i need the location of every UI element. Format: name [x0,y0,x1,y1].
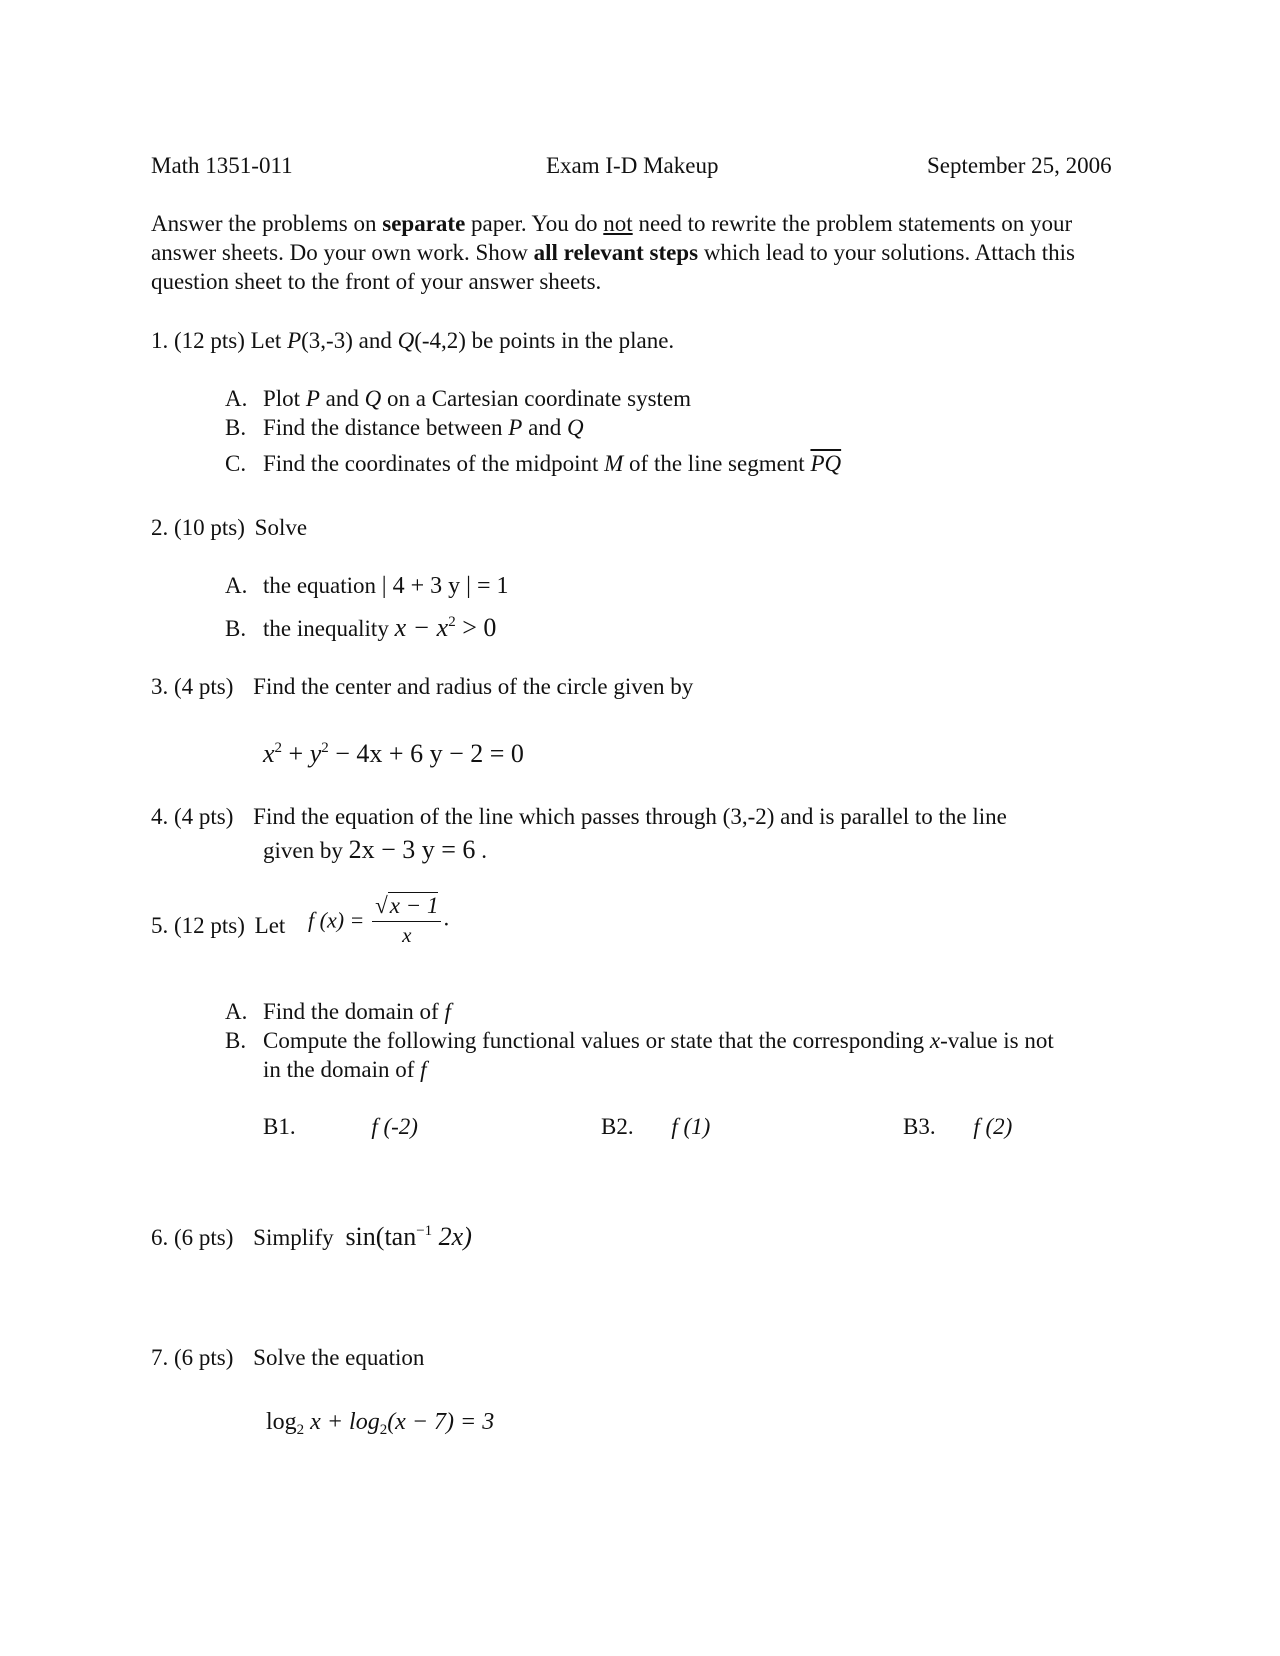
course-name: Math 1351-011 [151,153,293,178]
problem-7-number: 7. (6 pts) [151,1345,234,1370]
problem-5-part-b-line2: in the domain of f [263,1057,427,1082]
instructions: Answer the problems on separate paper. You do not need to rewrite the problem statements on your answer sheets. Do your own work. Show all relevant steps which lead to your solutions. Attach this question sheet to the front of your answer sheets. [151,211,1075,294]
circle-equation: $x^2 + y^2 - 4x + 6$ y − 2 = 0 [263,739,524,768]
problem-2-part-a: A. the equation | 4 + 3 y | = 1 [225,573,509,599]
equation-abs: | 4 + 3 y | = 1 [381,573,509,599]
line-equation: 2x − 3 y = 6 [348,835,476,864]
problem-2-part-b: B. the inequality $x - x^2 > 0$ [225,613,497,642]
problem-1: 1. (12 pts) Let P(3,-3) and Q(-4,2) be points in the plane. [151,328,675,353]
problem-5-number: 5. (12 pts) [151,913,245,938]
problem-4-line2: given by 2x − 3 y = 6 . [263,835,487,864]
problem-5-b2: B2. f (1) [601,1114,711,1139]
problem-3: 3. (4 pts) Find the center and radius of the circle given by [151,674,694,699]
trig-expression: $\sin(\tan^{-1}$ 2x) [345,1222,472,1251]
exam-title: Exam I-D Makeup [546,153,719,178]
instructions-emphasis-steps: all relevant steps [533,240,699,265]
problem-1-part-b: B. Find the distance between P and Q [225,415,584,440]
segment-pq: $\overline{PQ}$ [810,451,842,476]
problem-6: 6. (6 pts) Simplify $\sin(\tan^{-1}$ 2x) [151,1222,472,1251]
problem-1-part-c: C. Find the coordinates of the midpoint M of the line segment $\overline{PQ}$ [225,451,842,476]
problem-5-b1: B1. f (-2) [263,1114,418,1139]
exam-date: September 25, 2006 [927,153,1112,178]
problem-3-number: 3. (4 pts) [151,674,234,699]
problem-5: 5. (12 pts) Let [151,913,286,938]
instructions-underline-not: not [603,211,633,236]
problem-5-part-b: B. Compute the following functional values or state that the corresponding x-value is not [225,1028,1054,1053]
radicand: x − 1 [389,893,439,918]
problem-7: 7. (6 pts) Solve the equation [151,1345,425,1370]
problem-2: 2. (10 pts) Solve [151,515,308,540]
problem-5-part-a: A. Find the domain of f [225,999,451,1024]
problem-1-part-a: A. Plot P and Q on a Cartesian coordinate system [225,386,692,411]
problem-4: 4. (4 pts) Find the equation of the line which passes through (3,-2) and is parallel to the line [151,804,1007,829]
problem-2-number: 2. (10 pts) [151,515,245,540]
function-definition: f (x) = $\frac{√x - 1}{x}$ . [308,893,450,947]
problem-6-number: 6. (6 pts) [151,1225,234,1250]
problem-5-b3: B3. f (2) [903,1114,1013,1139]
log-equation: $\log_2 x + \log_2(x - 7) = 3$ [266,1409,495,1438]
problem-4-number: 4. (4 pts) [151,804,234,829]
instructions-emphasis-separate: separate [382,211,466,236]
problem-1-number: 1. (12 pts) [151,328,245,353]
